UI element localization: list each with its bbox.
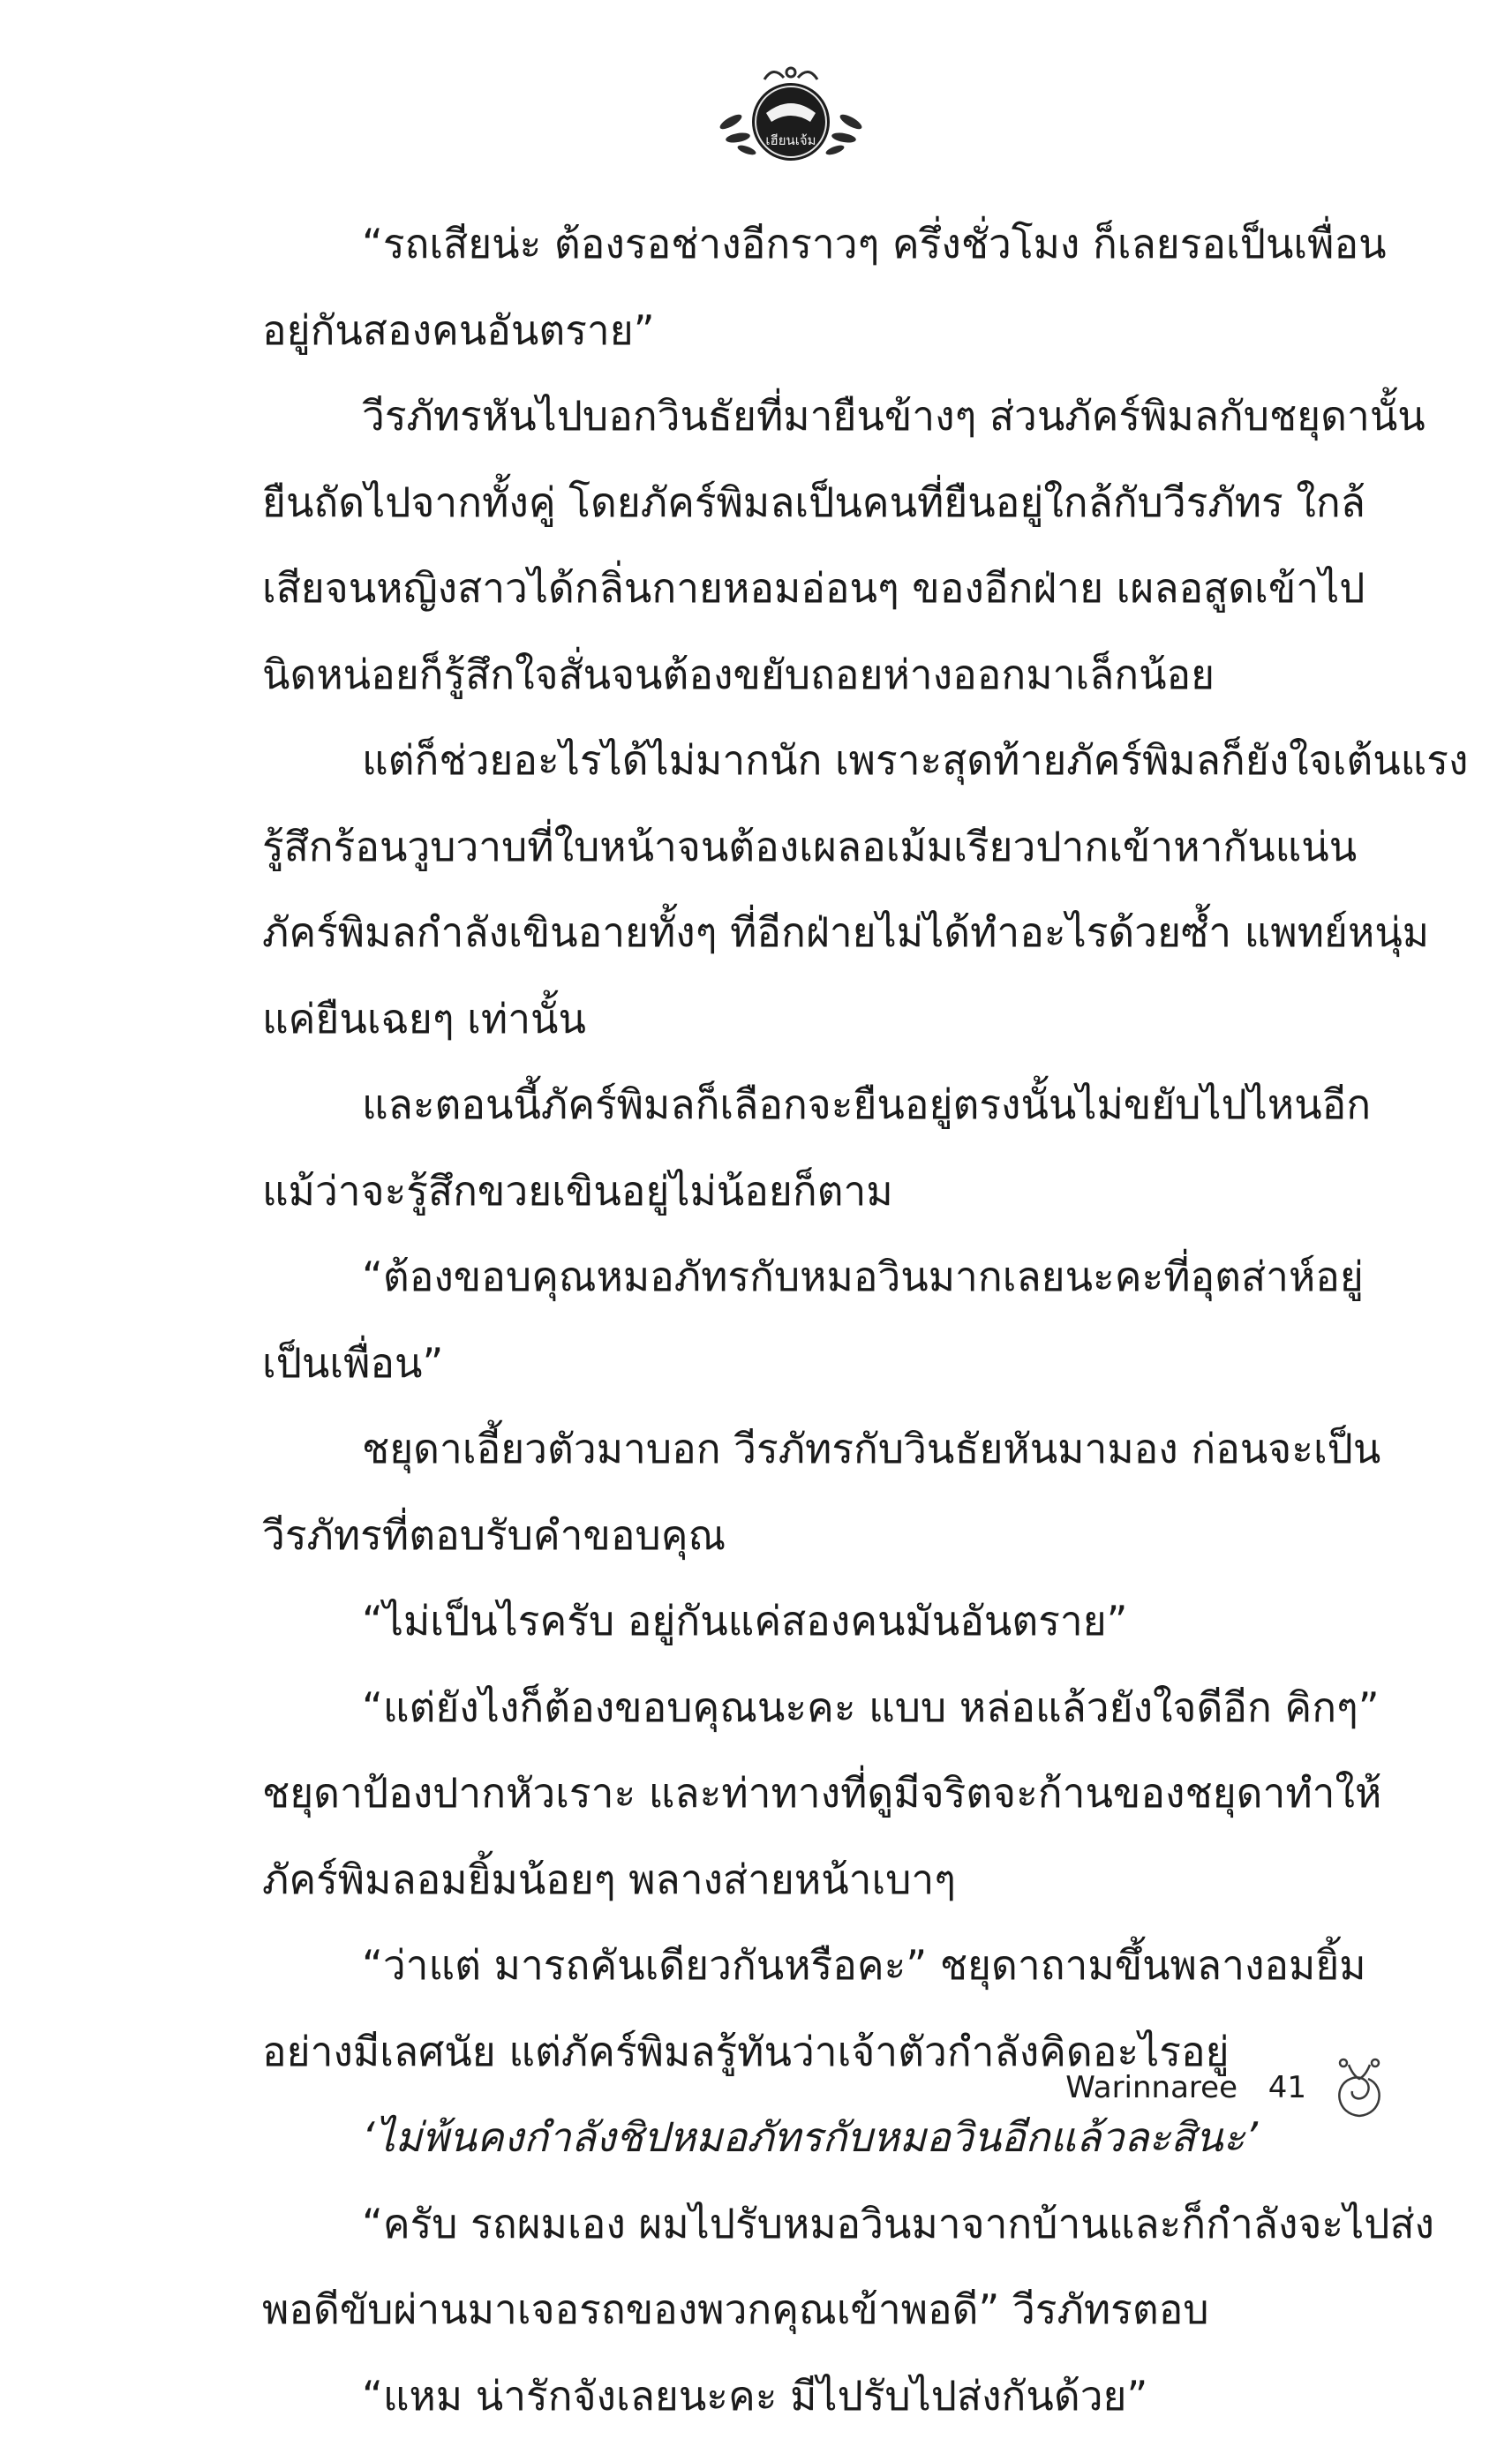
body-line: อย่างมีเลศนัย แต่ภัคร์พิมลรู้ทันว่าเจ้าตัวกำลังคิดอะไรอยู่ [262, 2009, 1345, 2096]
body-line: เป็นเพื่อน” [262, 1321, 1345, 1407]
footer-author: Warinnaree [1065, 2070, 1237, 2105]
body-line: พอดีขับผ่านมาเจอรถของพวกคุณเข้าพอดี” วีรภัทรตอบ [262, 2267, 1345, 2353]
body-line: และตอนนี้ภัคร์พิมลก็เลือกจะยืนอยู่ตรงนั้นไม่ขยับไปไหนอีก [262, 1062, 1345, 1148]
body-line: “รถเสียน่ะ ต้องรอช่างอีกราวๆ ครึ่งชั่วโมง ก็เลยรอเป็นเพื่อน [262, 201, 1345, 288]
body-line: “ไม่เป็นไรครับ อยู่กันแค่สองคนมันอันตราย” [262, 1578, 1345, 1665]
body-line: อยู่กันสองคนอันตราย” [262, 288, 1345, 374]
body-line: ชยุดาเอี้ยวตัวมาบอก วีรภัทรกับวินธัยหันมามอง ก่อนจะเป็น [262, 1406, 1345, 1493]
body-line: แค่ยืนเฉยๆ เท่านั้น [262, 976, 1345, 1063]
page-number: 41 [1268, 2070, 1306, 2105]
body-line: วีรภัทรที่ตอบรับคำขอบคุณ [262, 1493, 1345, 1579]
body-line: “แต่ยังไงก็ต้องขอบคุณนะคะ แบบ หล่อแล้วยังใจดีอีก คิกๆ” [262, 1665, 1345, 1751]
body-line: “ต้องขอบคุณหมอภัทรกับหมอวินมากเลยนะคะที่อุตส่าห์อยู่ [262, 1234, 1345, 1321]
swirl-ornament-icon [1324, 2052, 1395, 2123]
page-footer [971, 2052, 1430, 2132]
body-line: เสียจนหญิงสาวได้กลิ่นกายหอมอ่อนๆ ของอีกฝ่าย เผลอสูดเข้าไป [262, 546, 1345, 632]
body-line: ภัคร์พิมลกำลังเขินอายทั้งๆ ที่อีกฝ่ายไม่ได้ทำอะไรด้วยซ้ำ แพทย์หนุ่ม [262, 890, 1345, 976]
body-line: ชยุดาป้องปากหัวเราะ และท่าทางที่ดูมีจริตจะก้านของชยุดาทำให้ [262, 1750, 1345, 1837]
body-line: แม้ว่าจะรู้สึกขวยเขินอยู่ไม่น้อยก็ตาม [262, 1148, 1345, 1235]
body-line: “ว่าแต่ มารถคันเดียวกันหรือคะ” ชยุดาถามขึ้นพลางอมยิ้ม [262, 1923, 1345, 2009]
body-line: แต่ก็ช่วยอะไรได้ไม่มากนัก เพราะสุดท้ายภัคร์พิมลก็ยังใจเต้นแรง [262, 718, 1345, 804]
body-line: “แหม น่ารักจังเลยนะคะ มีไปรับไปส่งกันด้วย” [262, 2353, 1345, 2439]
body-line: ภัคร์พิมลอมยิ้มน้อยๆ พลางส่ายหน้าเบาๆ [262, 1837, 1345, 1923]
book-emblem-icon [711, 60, 870, 166]
header-logo [711, 60, 870, 166]
logo-text: เฮียนเจ้ม [765, 132, 816, 148]
body-line: นิดหน่อยก็รู้สึกใจสั่นจนต้องขยับถอยห่างออกมาเล็กน้อย [262, 632, 1345, 719]
body-line: ยืนถัดไปจากทั้งคู่ โดยภัคร์พิมลเป็นคนที่ยืนอยู่ใกล้กับวีรภัทร ใกล้ [262, 460, 1345, 546]
body-line-italic: ‘ไม่พ้นคงกำลังชิปหมอภัทรกับหมอวินอีกแล้วละสินะ’ [262, 2095, 1345, 2181]
body-line: รู้สึกร้อนวูบวาบที่ใบหน้าจนต้องเผลอเม้มเรียวปากเข้าหากันแน่น [262, 804, 1345, 891]
body-line: วีรภัทรหันไปบอกวินธัยที่มายืนข้างๆ ส่วนภัคร์พิมลกับชยุดานั้น [262, 373, 1345, 460]
body-line: “ครับ รถผมเอง ผมไปรับหมอวินมาจากบ้านและก็กำลังจะไปส่ง [262, 2181, 1345, 2268]
